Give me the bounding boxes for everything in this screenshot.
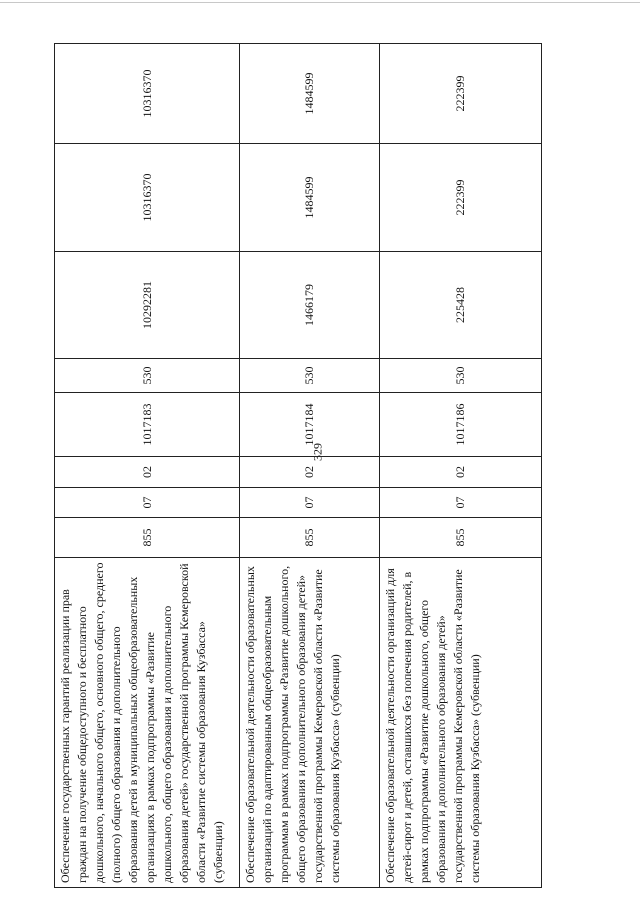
row-amount-3: 10316370 — [55, 44, 240, 144]
row-code: 855 — [380, 518, 542, 558]
row-subsection: 02 — [55, 457, 240, 488]
row-description: Обеспечение образовательной деятельности организаций для детей-сирот и детей, оставшихся без попечения родителей, в рамках подпрограммы «Развитие дошкольного, общего образования и дополнительного образования детей» государственной программы Кемеровской области «Развитие системы образования Кузбасса» (субвенции) — [380, 558, 542, 888]
budget-table — [54, 43, 542, 888]
row-description: Обеспечение государственных гарантий реализации прав граждан на получение общедоступного и бесплатного дошкольного, начального общего, основного общего, среднего (полного) общего образования и дополнительного образования детей в муниципальных общеобразовательных организациях в рамках подпрограммы «Развитие дошкольного, общего образования и дополнительного образования детей» государственной программы Кемеровской области «Развитие системы образования Кузбасса» (субвенции) — [55, 558, 240, 888]
row-code: 855 — [240, 518, 380, 558]
table-row — [240, 44, 380, 888]
row-subsection: 02 — [380, 457, 542, 488]
row-section: 07 — [55, 488, 240, 518]
row-subsection: 02 — [240, 457, 380, 488]
row-amount-2: 10316370 — [55, 144, 240, 252]
page-number: 329 — [310, 443, 325, 461]
table-row — [55, 44, 240, 888]
table-row — [380, 44, 542, 888]
row-amount-2: 1484599 — [240, 144, 380, 252]
row-amount-2: 222399 — [380, 144, 542, 252]
row-amount-3: 1484599 — [240, 44, 380, 144]
row-description: Обеспечение образовательной деятельности образовательных организаций по адаптированным общеобразовательным программам в рамках подпрограммы «Развитие дошкольного, общего образования и дополнительного образования детей» государственной программы Кемеровской области «Развитие системы образования Кузбасса» (субвенции) — [240, 558, 380, 888]
row-amount-1: 1466179 — [240, 252, 380, 359]
row-amount-1: 225428 — [380, 252, 542, 359]
row-expense-type: 530 — [380, 359, 542, 393]
top-rule — [0, 2, 640, 3]
row-section: 07 — [240, 488, 380, 518]
row-amount-3: 222399 — [380, 44, 542, 144]
row-amount-1: 10292281 — [55, 252, 240, 359]
row-target: 1017186 — [380, 393, 542, 457]
row-target: 1017184 — [240, 393, 380, 457]
row-section: 07 — [380, 488, 542, 518]
row-expense-type: 530 — [55, 359, 240, 393]
row-target: 1017183 — [55, 393, 240, 457]
row-code: 855 — [55, 518, 240, 558]
row-expense-type: 530 — [240, 359, 380, 393]
budget-table-rotated — [54, 44, 482, 888]
